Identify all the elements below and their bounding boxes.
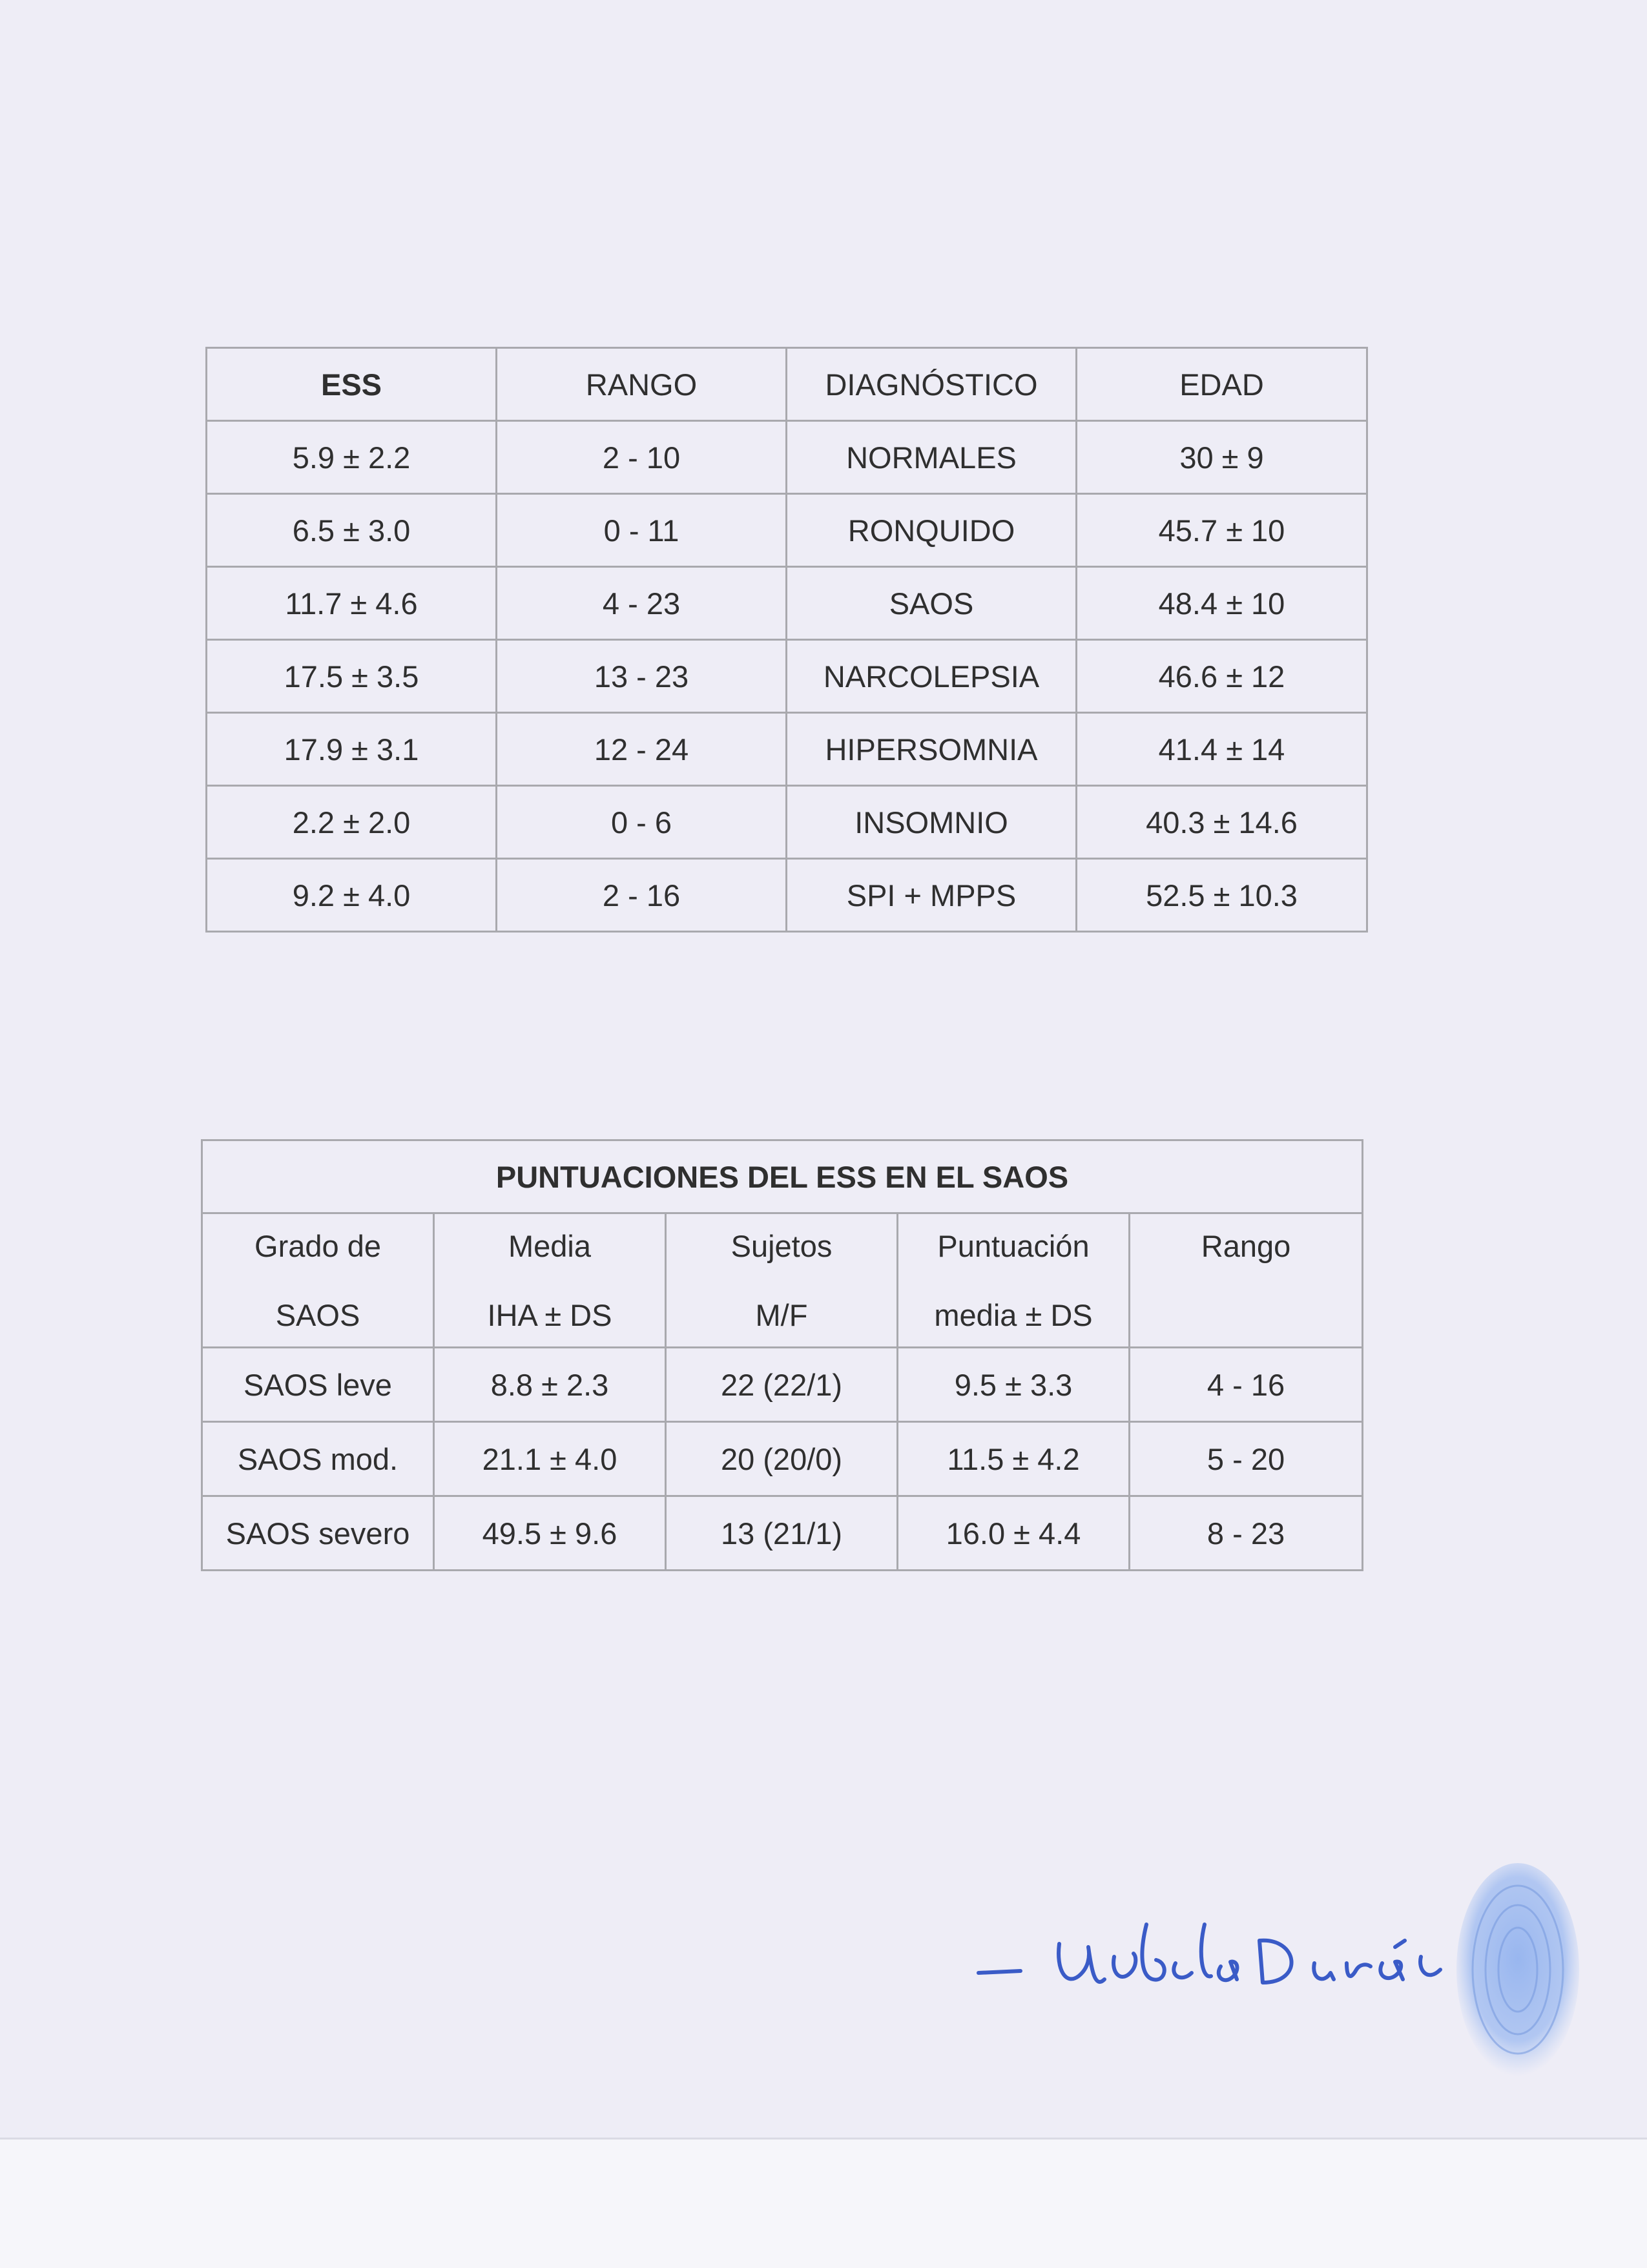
cell-diagnostico: NARCOLEPSIA xyxy=(787,640,1077,713)
table-row xyxy=(202,1422,1363,1496)
table-row xyxy=(207,786,1367,859)
cell-rango: 2 - 16 xyxy=(497,859,787,932)
header-sujetos xyxy=(666,1213,898,1348)
cell-edad: 30 ± 9 xyxy=(1077,421,1367,494)
table-row xyxy=(202,1348,1363,1422)
cell-grado: SAOS mod. xyxy=(202,1422,434,1496)
header-rango: RANGO xyxy=(497,348,787,421)
cell-rango: 0 - 11 xyxy=(497,494,787,567)
cell-diagnostico: NORMALES xyxy=(787,421,1077,494)
header-media xyxy=(434,1213,666,1348)
cell-puntuacion: 11.5 ± 4.2 xyxy=(898,1422,1130,1496)
cell-diagnostico: SPI + MPPS xyxy=(787,859,1077,932)
cell-rango: 13 - 23 xyxy=(497,640,787,713)
cell-ess: 2.2 ± 2.0 xyxy=(207,786,497,859)
scanner-bed-margin xyxy=(0,2138,1647,2268)
cell-diagnostico: RONQUIDO xyxy=(787,494,1077,567)
table-row xyxy=(202,1496,1363,1571)
cell-edad: 52.5 ± 10.3 xyxy=(1077,859,1367,932)
cell-sujetos: 22 (22/1) xyxy=(666,1348,898,1422)
header-line: media ± DS xyxy=(934,1297,1093,1332)
table-row xyxy=(207,567,1367,640)
cell-sujetos: 20 (20/0) xyxy=(666,1422,898,1496)
handwritten-signature-icon xyxy=(975,1912,1492,2015)
table-row xyxy=(207,713,1367,786)
table-row xyxy=(207,494,1367,567)
cell-ess: 6.5 ± 3.0 xyxy=(207,494,497,567)
table-header-row xyxy=(202,1213,1363,1348)
table-row xyxy=(207,640,1367,713)
header-edad: EDAD xyxy=(1077,348,1367,421)
header-ess: ESS xyxy=(207,348,497,421)
cell-grado: SAOS severo xyxy=(202,1496,434,1571)
cell-puntuacion: 16.0 ± 4.4 xyxy=(898,1496,1130,1571)
cell-edad: 40.3 ± 14.6 xyxy=(1077,786,1367,859)
cell-rango: 5 - 20 xyxy=(1130,1422,1363,1496)
header-puntuacion xyxy=(898,1213,1130,1348)
cell-edad: 48.4 ± 10 xyxy=(1077,567,1367,640)
cell-ess: 9.2 ± 4.0 xyxy=(207,859,497,932)
cell-rango: 12 - 24 xyxy=(497,713,787,786)
header-line: Puntuación xyxy=(937,1228,1090,1263)
cell-puntuacion: 9.5 ± 3.3 xyxy=(898,1348,1130,1422)
header-line xyxy=(1241,1298,1250,1332)
cell-media: 8.8 ± 2.3 xyxy=(434,1348,666,1422)
ess-diagnosis-table xyxy=(205,347,1368,933)
cell-ess: 17.9 ± 3.1 xyxy=(207,713,497,786)
cell-media: 49.5 ± 9.6 xyxy=(434,1496,666,1571)
cell-edad: 46.6 ± 12 xyxy=(1077,640,1367,713)
header-line: Grado de xyxy=(254,1228,381,1263)
cell-diagnostico: INSOMNIO xyxy=(787,786,1077,859)
cell-media: 21.1 ± 4.0 xyxy=(434,1422,666,1496)
cell-ess: 17.5 ± 3.5 xyxy=(207,640,497,713)
cell-diagnostico: SAOS xyxy=(787,567,1077,640)
cell-ess: 5.9 ± 2.2 xyxy=(207,421,497,494)
header-line: Media xyxy=(508,1228,591,1263)
saos-scores-table xyxy=(201,1139,1363,1571)
cell-edad: 45.7 ± 10 xyxy=(1077,494,1367,567)
cell-edad: 41.4 ± 14 xyxy=(1077,713,1367,786)
table-title: PUNTUACIONES DEL ESS EN EL SAOS xyxy=(202,1140,1363,1213)
header-rango xyxy=(1130,1213,1363,1348)
cell-ess: 11.7 ± 4.6 xyxy=(207,567,497,640)
table-title-row xyxy=(202,1140,1363,1213)
header-line: M/F xyxy=(755,1297,808,1332)
cell-grado: SAOS leve xyxy=(202,1348,434,1422)
table-row xyxy=(207,421,1367,494)
cell-diagnostico: HIPERSOMNIA xyxy=(787,713,1077,786)
header-line: Sujetos xyxy=(730,1228,833,1263)
header-grado xyxy=(202,1213,434,1348)
table-row xyxy=(207,859,1367,932)
header-line: IHA ± DS xyxy=(487,1297,612,1332)
thumbprint-stamp-icon xyxy=(1453,1860,1582,2105)
header-diagnostico: DIAGNÓSTICO xyxy=(787,348,1077,421)
cell-rango: 2 - 10 xyxy=(497,421,787,494)
table-header-row xyxy=(207,348,1367,421)
cell-rango: 8 - 23 xyxy=(1130,1496,1363,1571)
header-line: SAOS xyxy=(275,1297,360,1332)
header-line: Rango xyxy=(1201,1228,1291,1263)
cell-rango: 4 - 23 xyxy=(497,567,787,640)
cell-sujetos: 13 (21/1) xyxy=(666,1496,898,1571)
cell-rango: 0 - 6 xyxy=(497,786,787,859)
cell-rango: 4 - 16 xyxy=(1130,1348,1363,1422)
